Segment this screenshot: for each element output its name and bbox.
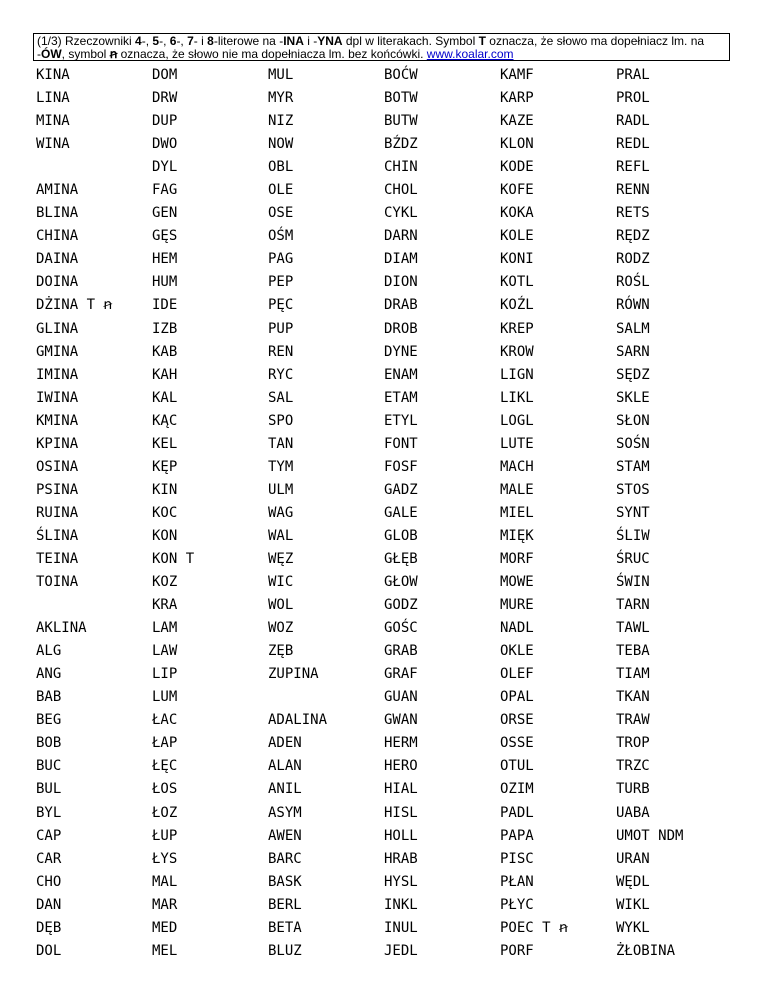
word-cell: AKLINA <box>36 620 87 637</box>
word-cell: KOZ <box>152 574 178 591</box>
word-cell: LOGL <box>500 412 534 429</box>
word-cell: GŁĘB <box>384 550 418 567</box>
word-cell: OSE <box>268 205 294 222</box>
word-cell: OLE <box>268 182 294 199</box>
word-cell: BETA <box>268 919 302 936</box>
word-cell: GOŚC <box>384 620 418 637</box>
word-cell: KON T <box>152 550 195 567</box>
word-cell: SPO <box>268 412 294 429</box>
word-cell: HISL <box>384 804 418 821</box>
word-cell: PADL <box>500 804 534 821</box>
word-cell: HERO <box>384 758 418 775</box>
word-cell: PAPA <box>500 827 534 844</box>
word-cell: KREP <box>500 320 534 337</box>
word-cell: GĘS <box>152 228 178 245</box>
word-cell: OZIM <box>500 781 534 798</box>
word-cell: OSSE <box>500 735 534 752</box>
word-cell: FONT <box>384 435 418 452</box>
word-cell: GADZ <box>384 481 418 498</box>
word-cell <box>36 156 152 179</box>
word-cell: LUTE <box>500 435 534 452</box>
word-cell: TAN <box>268 435 294 452</box>
word-cell: LAW <box>152 643 178 660</box>
word-cell <box>36 594 152 617</box>
word-cell: MURE <box>500 597 534 614</box>
word-cell: KODE <box>500 159 534 176</box>
koalar-link[interactable]: www.koalar.com <box>426 47 514 61</box>
word-cell: GUAN <box>384 689 418 706</box>
word-cell: ŻŁOBINA <box>616 942 676 959</box>
word-cell: KAZE <box>500 113 534 130</box>
word-cell: GRAF <box>384 666 418 683</box>
word-cell: WAL <box>268 527 294 544</box>
word-cell: ZĘB <box>268 643 294 660</box>
word-cell: LIP <box>152 666 178 683</box>
word-cell: KOLE <box>500 228 534 245</box>
word-cell: ALAN <box>268 758 302 775</box>
word-cell: PĘC <box>268 297 294 314</box>
word-cell: NIZ <box>268 113 294 130</box>
word-cell: RĘDZ <box>616 228 650 245</box>
word-cell: KAL <box>152 389 178 406</box>
word-cell: BOTW <box>384 90 418 107</box>
word-cell: IZB <box>152 320 178 337</box>
word-cell: SŁON <box>616 412 650 429</box>
header-num-5: 5 <box>152 34 160 48</box>
word-cell: BEG <box>36 712 62 729</box>
header-text-3: -, <box>159 34 170 48</box>
word-cell: SOŚN <box>616 435 650 452</box>
word-cell: RUINA <box>36 504 79 521</box>
word-cell <box>268 686 384 709</box>
word-cell: AMINA <box>36 182 79 199</box>
word-cell: ŁAP <box>152 735 178 752</box>
word-cell: DUP <box>152 113 178 130</box>
word-cell: BOĆW <box>384 67 418 83</box>
word-cell: BŹDZ <box>384 136 418 153</box>
word-cell: REFL <box>616 159 650 176</box>
word-cell: MYR <box>268 90 294 107</box>
word-cell: KOŹL <box>500 297 534 314</box>
word-cell: HUM <box>152 274 178 291</box>
word-cell: KAH <box>152 366 178 383</box>
word-cell: KEL <box>152 435 178 452</box>
word-cell: BLUZ <box>268 942 302 959</box>
word-cell: CHO <box>36 873 62 890</box>
word-cell: PROL <box>616 90 650 107</box>
word-cell: SALM <box>616 320 650 337</box>
word-cell: RADL <box>616 113 650 130</box>
word-cell: NADL <box>500 620 534 637</box>
word-cell: ASYM <box>268 804 302 821</box>
word-cell: BUL <box>36 781 62 798</box>
word-cell: ANG <box>36 666 62 683</box>
word-cell: KOTL <box>500 274 534 291</box>
word-cell: CYKL <box>384 205 418 222</box>
word-cell: GŁOW <box>384 574 418 591</box>
header-text-11: oznacza, że słowo nie ma dopełniacza lm. bez końcówki. <box>117 47 427 61</box>
word-cell: CAP <box>36 827 62 844</box>
word-cell: OKLE <box>500 643 534 660</box>
header-text-4: -, <box>176 34 188 48</box>
word-cell: RODZ <box>616 251 650 268</box>
word-cell: ŁUP <box>152 827 178 844</box>
word-cell: MACH <box>500 458 534 475</box>
word-cell: ENAM <box>384 366 418 383</box>
word-cell: MEL <box>152 942 178 959</box>
word-cell: TIAM <box>616 666 650 683</box>
word-cell: ŚRUC <box>616 550 650 567</box>
header-symbol-t: T <box>478 34 486 48</box>
word-cell: PAG <box>268 251 294 268</box>
word-cell: ŁĘC <box>152 758 178 775</box>
word-cell: MOWE <box>500 574 534 591</box>
word-cell: MED <box>152 919 178 936</box>
word-cell: HOLL <box>384 827 418 844</box>
header-symbol-n: ꞥ <box>109 47 118 61</box>
word-cell: TRZC <box>616 758 650 775</box>
word-cell: WYKL <box>616 919 650 936</box>
word-cell: RYC <box>268 366 294 383</box>
word-cell: ŁOZ <box>152 804 178 821</box>
word-cell: OŚM <box>268 228 294 245</box>
word-cell: GLINA <box>36 320 79 337</box>
word-cell: RÓWN <box>616 297 650 314</box>
word-cell: KAMF <box>500 67 534 83</box>
word-cell: PUP <box>268 320 294 337</box>
word-cell: URAN <box>616 850 650 867</box>
word-cell: ETAM <box>384 389 418 406</box>
word-grid <box>36 64 736 963</box>
header-num-8: 8 <box>207 34 214 48</box>
word-cell: PORF <box>500 942 534 959</box>
header-num-4: 4 <box>135 34 142 48</box>
word-cell: DAINA <box>36 251 79 268</box>
header-ina: INA <box>283 34 304 48</box>
word-cell: SĘDZ <box>616 366 650 383</box>
word-cell: BERL <box>268 896 302 913</box>
word-cell: DION <box>384 274 418 291</box>
word-cell: WINA <box>36 136 70 153</box>
word-cell: DOM <box>152 67 178 83</box>
word-cell: KLON <box>500 136 534 153</box>
word-cell: ULM <box>268 481 294 498</box>
word-cell: IMINA <box>36 366 79 383</box>
word-cell: MIĘK <box>500 527 534 544</box>
word-cell: MAR <box>152 896 178 913</box>
word-cell: STOS <box>616 481 650 498</box>
header-text-7: i - <box>303 34 318 48</box>
word-cell: KĘP <box>152 458 178 475</box>
word-cell: OSINA <box>36 458 79 475</box>
word-cell: TEINA <box>36 550 79 567</box>
header-text-5: - i <box>193 34 208 48</box>
word-cell: ANIL <box>268 781 302 798</box>
word-cell: CHOL <box>384 182 418 199</box>
word-cell: DAN <box>36 896 62 913</box>
header-text-6: -literowe na - <box>213 34 284 48</box>
word-cell: BLINA <box>36 205 79 222</box>
header-num-6: 6 <box>169 34 177 48</box>
word-cell: NOW <box>268 136 294 153</box>
word-cell: KAB <box>152 343 178 360</box>
word-cell: HYSL <box>384 873 418 890</box>
word-cell: ORSE <box>500 712 534 729</box>
word-cell: ETYL <box>384 412 418 429</box>
header-note <box>33 33 730 61</box>
header-text-9: oznacza, że słowo ma dopełniacz lm. na - <box>37 34 705 61</box>
word-cell: DARN <box>384 228 418 245</box>
word-cell: DYNE <box>384 343 418 360</box>
word-cell: MORF <box>500 550 534 567</box>
word-cell: DWO <box>152 136 178 153</box>
word-cell: KROW <box>500 343 534 360</box>
word-cell: CHINA <box>36 228 79 245</box>
word-cell: BUC <box>36 758 62 775</box>
word-cell: WOL <box>268 597 294 614</box>
word-cell: DĘB <box>36 919 62 936</box>
word-cell: RETS <box>616 205 650 222</box>
word-cell: GRAB <box>384 643 418 660</box>
word-cell: CHIN <box>384 159 418 176</box>
word-cell: CAR <box>36 850 62 867</box>
word-cell: DYL <box>152 159 178 176</box>
word-cell: DRAB <box>384 297 418 314</box>
word-cell: KĄC <box>152 412 178 429</box>
word-cell: UMOT NDM <box>616 827 684 844</box>
word-cell: FOSF <box>384 458 418 475</box>
word-cell: DOL <box>36 942 62 959</box>
word-cell: SYNT <box>616 504 650 521</box>
word-cell: GEN <box>152 205 178 222</box>
word-cell: KARP <box>500 90 534 107</box>
word-cell: TAWL <box>616 620 650 637</box>
word-cell: INKL <box>384 896 418 913</box>
word-cell: IWINA <box>36 389 79 406</box>
header-yna: YNA <box>317 34 343 48</box>
word-cell: TYM <box>268 458 294 475</box>
word-cell: INUL <box>384 919 418 936</box>
header-text-2: -, <box>141 34 153 48</box>
word-cell: MUL <box>268 67 294 83</box>
word-cell: KON <box>152 527 178 544</box>
word-cell: BYL <box>36 804 62 821</box>
word-cell: KMINA <box>36 412 79 429</box>
word-cell: SKLE <box>616 389 650 406</box>
word-cell: ADEN <box>268 735 302 752</box>
word-cell: TKAN <box>616 689 650 706</box>
word-cell: LUM <box>152 689 178 706</box>
word-cell: LINA <box>36 90 70 107</box>
header-text-8: dpl w literakach. Symbol <box>342 34 479 48</box>
word-cell: WOZ <box>268 620 294 637</box>
word-cell: ZUPINA <box>268 666 319 683</box>
word-cell: ALG <box>36 643 62 660</box>
word-cell: KOFE <box>500 182 534 199</box>
word-cell: RENN <box>616 182 650 199</box>
word-cell: WĘDL <box>616 873 650 890</box>
word-cell: ŚLIW <box>616 527 650 544</box>
word-cell: DŻINA T ꞥ <box>36 297 113 314</box>
word-cell: UABA <box>616 804 650 821</box>
word-cell: ADALINA <box>268 712 328 729</box>
word-cell: WĘZ <box>268 550 294 567</box>
word-cell: BUTW <box>384 113 418 130</box>
word-cell: REDL <box>616 136 650 153</box>
word-cell: SARN <box>616 343 650 360</box>
word-cell: ŁOS <box>152 781 178 798</box>
word-cell: ŁYS <box>152 850 178 867</box>
word-cell: GLOB <box>384 527 418 544</box>
word-cell: KOKA <box>500 205 534 222</box>
word-cell: ŁAC <box>152 712 178 729</box>
word-cell: TRAW <box>616 712 650 729</box>
word-cell: WIKL <box>616 896 650 913</box>
word-cell: FAG <box>152 182 178 199</box>
word-cell: KOC <box>152 504 178 521</box>
word-cell: OPAL <box>500 689 534 706</box>
word-cell: PEP <box>268 274 294 291</box>
header-num-7: 7 <box>187 34 194 48</box>
word-cell: GWAN <box>384 712 418 729</box>
word-cell: MIEL <box>500 504 534 521</box>
word-cell: GMINA <box>36 343 79 360</box>
word-cell: PRAL <box>616 67 650 83</box>
word-cell: DRW <box>152 90 178 107</box>
word-cell: KONI <box>500 251 534 268</box>
word-cell: DOINA <box>36 274 79 291</box>
word-cell: PŁYC <box>500 896 534 913</box>
header-ow: ÓW <box>41 47 62 61</box>
word-cell: WAG <box>268 504 294 521</box>
header-text-10: , symbol <box>61 47 110 61</box>
word-cell: KRA <box>152 597 178 614</box>
word-cell: JEDL <box>384 942 418 959</box>
word-cell: KPINA <box>36 435 79 452</box>
word-cell: GODZ <box>384 597 418 614</box>
word-cell: KIN <box>152 481 178 498</box>
word-cell: PSINA <box>36 481 79 498</box>
word-cell: SAL <box>268 389 294 406</box>
word-cell: TOINA <box>36 574 79 591</box>
word-cell: HEM <box>152 251 178 268</box>
word-cell: TURB <box>616 781 650 798</box>
word-cell: LAM <box>152 620 178 637</box>
word-cell: LIGN <box>500 366 534 383</box>
word-cell: POEC T ꞥ <box>500 919 568 936</box>
header-text-1: (1/3) Rzeczowniki <box>37 34 136 48</box>
word-cell: ŚWIN <box>616 574 650 591</box>
word-cell: MINA <box>36 113 70 130</box>
word-cell: HIAL <box>384 781 418 798</box>
word-cell: PŁAN <box>500 873 534 890</box>
word-cell: GALE <box>384 504 418 521</box>
word-cell: BOB <box>36 735 62 752</box>
word-cell: STAM <box>616 458 650 475</box>
word-cell: MALE <box>500 481 534 498</box>
word-cell: AWEN <box>268 827 302 844</box>
word-cell: LIKL <box>500 389 534 406</box>
word-cell: TARN <box>616 597 650 614</box>
word-cell: IDE <box>152 297 178 314</box>
word-cell: DROB <box>384 320 418 337</box>
word-cell: PISC <box>500 850 534 867</box>
word-cell: ŚLINA <box>36 527 79 544</box>
word-cell: TROP <box>616 735 650 752</box>
word-cell: KINA <box>36 67 70 83</box>
word-cell: BASK <box>268 873 302 890</box>
word-cell: BARC <box>268 850 302 867</box>
word-cell: OBL <box>268 159 294 176</box>
word-cell: ROŚL <box>616 274 650 291</box>
word-cell: BAB <box>36 689 62 706</box>
word-cell: HERM <box>384 735 418 752</box>
word-cell: HRAB <box>384 850 418 867</box>
word-cell: TEBA <box>616 643 650 660</box>
word-cell: OLEF <box>500 666 534 683</box>
word-cell: DIAM <box>384 251 418 268</box>
word-cell: OTUL <box>500 758 534 775</box>
word-cell: MAL <box>152 873 178 890</box>
word-cell: WIC <box>268 574 294 591</box>
word-cell: REN <box>268 343 294 360</box>
